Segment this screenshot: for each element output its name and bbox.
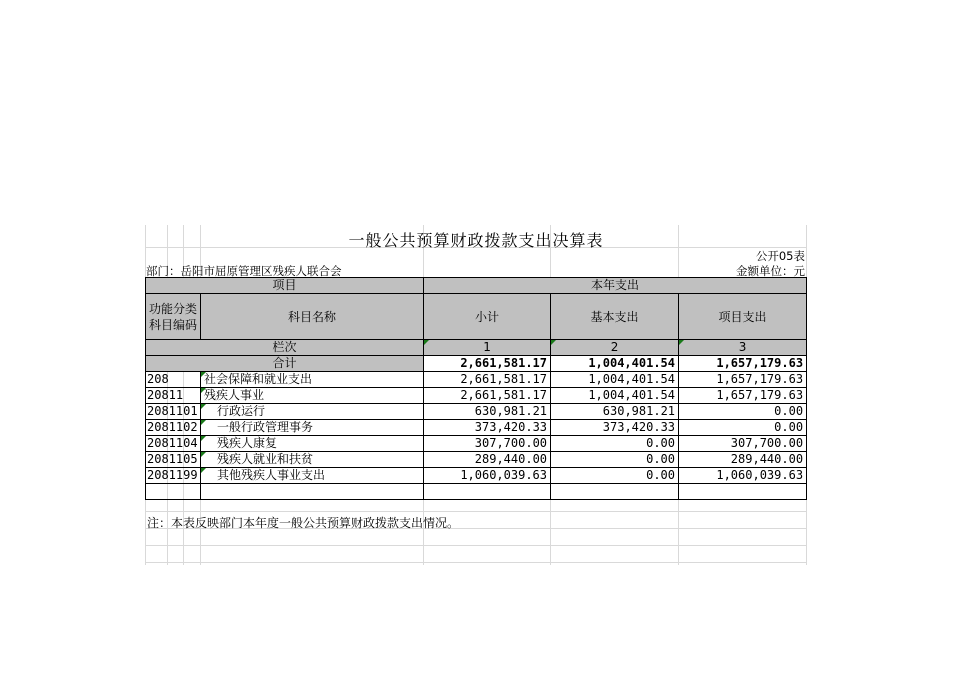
row-project: 1,657,179.63 [679,372,807,388]
row-code: 20811 [146,388,201,404]
header-row-1 [146,278,807,294]
gridline [145,562,807,563]
cell-comment-marker [201,404,206,409]
column-number-cell [551,340,679,356]
department-label: 部门：岳阳市屈原管理区残疾人联合会 [146,264,342,278]
row-code: 2081101 [146,404,201,420]
gridline [145,511,807,512]
header-project: 项目支出 [679,294,807,340]
amount-unit: 金额单位：元 [736,264,805,278]
row-name [201,468,424,484]
row-project: 1,060,039.63 [679,468,807,484]
cell-comment-marker [201,436,206,441]
row-code: 208 [146,372,201,388]
table-row [146,452,807,468]
row-subtotal: 2,661,581.17 [424,388,551,404]
empty-cell [201,484,424,500]
row-project: 307,700.00 [679,436,807,452]
empty-cell [679,484,807,500]
table-row [146,420,807,436]
table-row [146,436,807,452]
column-number: 2 [610,340,619,354]
footnote: 注：本表反映部门本年度一般公共预算财政拨款支出情况。 [147,516,460,530]
column-number-cell [424,340,551,356]
cell-comment-marker [679,340,684,345]
empty-cell [551,484,679,500]
row-subtotal: 630,981.21 [424,404,551,420]
row-name [201,372,424,388]
cell-comment-marker [201,420,206,425]
header-name-column: 科目名称 [201,294,424,340]
column-number: 1 [483,340,491,354]
row-name-text: 其他残疾人事业支出 [217,468,326,482]
row-basic: 1,004,401.54 [551,388,679,404]
total-project: 1,657,179.63 [679,356,807,372]
row-subtotal: 1,060,039.63 [424,468,551,484]
row-project: 0.00 [679,420,807,436]
cell-comment-marker [201,452,206,457]
column-number-cell [679,340,807,356]
row-basic: 1,004,401.54 [551,372,679,388]
cell-comment-marker [551,340,556,345]
row-basic: 0.00 [551,436,679,452]
row-name [201,404,424,420]
row-name-text: 残疾人就业和扶贫 [217,452,314,466]
row-name [201,436,424,452]
row-basic: 0.00 [551,452,679,468]
row-name [201,388,424,404]
row-code: 2081102 [146,420,201,436]
report-title: 一般公共预算财政拨款支出决算表 [348,231,604,250]
row-basic: 630,981.21 [551,404,679,420]
form-code: 公开05表 [755,249,805,263]
total-label: 合计 [146,356,424,372]
total-subtotal: 2,661,581.17 [424,356,551,372]
header-row-2 [146,294,807,340]
table-row [146,404,807,420]
row-subtotal: 289,440.00 [424,452,551,468]
row-code: 2081104 [146,436,201,452]
column-label: 栏次 [146,340,424,356]
row-basic: 0.00 [551,468,679,484]
row-name-text: 残疾人康复 [217,436,278,450]
total-basic: 1,004,401.54 [551,356,679,372]
header-subtotal: 小计 [424,294,551,340]
header-item: 项目 [146,278,424,294]
row-name-text: 一般行政管理事务 [217,420,314,434]
gridline [145,545,807,546]
empty-cell [424,484,551,500]
cell-comment-marker [201,468,206,473]
column-number: 3 [738,340,747,354]
cell-comment-marker [424,340,429,345]
row-name-text: 残疾人事业 [204,388,265,402]
row-name-text: 行政运行 [217,404,266,418]
empty-row [146,484,807,500]
row-subtotal: 373,420.33 [424,420,551,436]
row-basic: 373,420.33 [551,420,679,436]
row-subtotal: 2,661,581.17 [424,372,551,388]
row-project: 1,657,179.63 [679,388,807,404]
row-code: 2081199 [146,468,201,484]
cell-comment-marker [201,372,206,377]
table-row [146,372,807,388]
row-code: 2081105 [146,452,201,468]
row-name [201,452,424,468]
row-name-text: 社会保障和就业支出 [204,372,313,386]
table-row [146,388,807,404]
column-number-row [146,340,807,356]
row-subtotal: 307,700.00 [424,436,551,452]
spreadsheet-sheet [145,225,807,565]
total-row [146,356,807,372]
row-name [201,420,424,436]
row-project: 289,440.00 [679,452,807,468]
cell-comment-marker [201,388,206,393]
empty-cell [146,484,201,500]
header-current-year: 本年支出 [424,278,807,294]
row-project: 0.00 [679,404,807,420]
header-basic: 基本支出 [551,294,679,340]
expenditure-table [145,277,807,500]
table-row [146,468,807,484]
header-code-column: 功能分类科目编码 [146,294,201,340]
